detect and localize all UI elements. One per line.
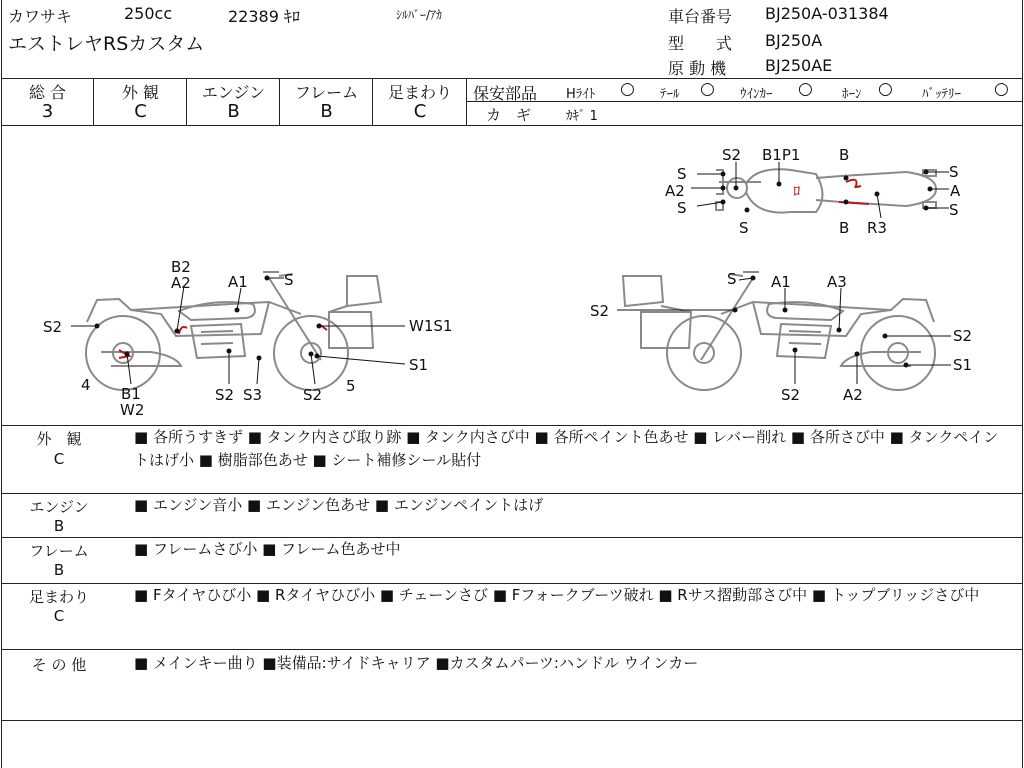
diag-label: S bbox=[949, 201, 959, 219]
diag-label: S bbox=[949, 163, 959, 181]
section-grade: C bbox=[53, 450, 65, 468]
grid-line bbox=[186, 78, 187, 125]
safety-mark-tail: ○ bbox=[700, 79, 715, 99]
diag-label: A2 bbox=[843, 386, 863, 404]
safety-mark-winker: ○ bbox=[798, 79, 813, 99]
grade-label-total: 総 合 bbox=[28, 83, 67, 102]
safety-label: 保安部品 bbox=[473, 84, 538, 103]
diag-label: S2 bbox=[722, 146, 742, 164]
diag-label: S bbox=[677, 165, 687, 183]
chassis-value: BJ250A-031384 bbox=[765, 4, 889, 23]
safety-mark-horn: ○ bbox=[878, 79, 893, 99]
safety-item-winker: ｳｲﾝｶｰ bbox=[740, 87, 773, 102]
section-text: ■ エンジン音小 ■ エンジン色あせ ■ エンジンペイントはげ bbox=[134, 496, 544, 514]
safety-mark-headlight: ○ bbox=[620, 79, 635, 99]
section-text: ■ メインキー曲り ■装備品:サイドキャリア ■カスタムパーツ:ハンドル ウインカー bbox=[134, 654, 699, 672]
svg-text:ﾛ: ﾛ bbox=[793, 182, 801, 200]
section-title: そ の 他 bbox=[31, 656, 87, 674]
section-text: ■ フレームさび小 ■ フレーム色あせ中 bbox=[134, 540, 401, 558]
section-title: 外 観 bbox=[36, 430, 82, 448]
diag-label: S2 bbox=[953, 327, 973, 345]
grid-line bbox=[1, 78, 1023, 79]
diag-label: A1 bbox=[771, 273, 791, 291]
diag-label: 4 bbox=[81, 376, 91, 394]
section-title: フレーム bbox=[29, 542, 89, 560]
diag-label: A2 bbox=[171, 274, 191, 292]
diag-label: B1 bbox=[121, 385, 141, 403]
diag-label: 5 bbox=[346, 377, 356, 395]
diag-label: A2 bbox=[665, 182, 685, 200]
diag-label: A3 bbox=[827, 273, 847, 291]
diag-label: B2 bbox=[171, 258, 191, 276]
diag-label: S bbox=[284, 271, 294, 289]
diag-label: S2 bbox=[781, 386, 801, 404]
mileage: 22389 ｷﾛ bbox=[228, 7, 300, 26]
diag-label: W2 bbox=[120, 401, 145, 419]
key-label: カ ギ bbox=[486, 106, 532, 124]
diag-label: S1 bbox=[953, 356, 973, 374]
grade-label-exterior: 外 観 bbox=[121, 83, 160, 102]
grid-line bbox=[1, 720, 1023, 721]
type-label: 型 式 bbox=[668, 34, 733, 53]
diag-label: S2 bbox=[590, 302, 610, 320]
diag-label: B bbox=[839, 219, 850, 237]
section-title: エンジン bbox=[29, 498, 89, 516]
type-value: BJ250A bbox=[765, 31, 823, 50]
safety-item-headlight: Hﾗｲﾄ bbox=[566, 87, 596, 102]
diag-label: S1 bbox=[409, 356, 429, 374]
damage-diagram bbox=[1, 126, 1023, 425]
diag-label: S3 bbox=[243, 386, 263, 404]
section-grade: C bbox=[53, 607, 65, 625]
safety-item-battery: ﾊﾞｯﾃﾘｰ bbox=[922, 87, 961, 102]
safety-item-horn: ﾎｰﾝ bbox=[842, 87, 862, 102]
safety-mark-battery: ○ bbox=[994, 79, 1009, 99]
section-grade: B bbox=[53, 517, 65, 535]
diag-label: A bbox=[950, 182, 961, 200]
diag-label: S2 bbox=[303, 386, 323, 404]
diag-label: A1 bbox=[228, 273, 248, 291]
engine-value: BJ250AE bbox=[765, 56, 833, 75]
section-text: ■ 各所うすきず ■ タンク内さび取り跡 ■ タンク内さび中 ■ 各所ペイント色あせ ■ レバー削れ ■ 各所さび中 ■ タンクペイントはげ小 ■ 樹脂部色あせ ■ シート補修シール貼付 bbox=[134, 428, 999, 469]
grid-line bbox=[466, 78, 467, 125]
diag-label: S bbox=[677, 199, 687, 217]
bike-top-view bbox=[691, 162, 949, 218]
grade-label-engine: エンジン bbox=[201, 83, 266, 102]
grid-line bbox=[372, 78, 373, 125]
section-grade: B bbox=[53, 561, 65, 579]
grade-label-suspension: 足まわり bbox=[387, 83, 452, 102]
section-text: ■ Fタイヤひび小 ■ Rタイヤひび小 ■ チェーンさび ■ Fフォークブーツ破れ ■ Rサス摺動部さび中 ■ トップブリッジさび中 bbox=[134, 586, 980, 604]
grade-label-frame: フレーム bbox=[294, 83, 359, 102]
displacement: 250cc bbox=[124, 4, 173, 23]
grade-value-engine: B bbox=[227, 101, 240, 122]
body-color: ｼﾙﾊﾞｰ/ｱｶ bbox=[396, 8, 443, 22]
diag-label: B1P1 bbox=[762, 146, 801, 164]
maker: カワサキ bbox=[8, 7, 73, 26]
model-name: エストレヤRSカスタム bbox=[8, 33, 205, 55]
diag-label: S2 bbox=[43, 318, 63, 336]
diag-label: S2 bbox=[215, 386, 235, 404]
safety-item-tail: ﾃｰﾙ bbox=[660, 87, 680, 102]
diag-label: S bbox=[739, 219, 749, 237]
diag-label: W1S1 bbox=[409, 317, 453, 335]
diag-label: R3 bbox=[867, 219, 887, 237]
engine-label: 原 動 機 bbox=[668, 59, 727, 78]
grade-value-exterior: C bbox=[134, 101, 147, 122]
diag-label: B bbox=[839, 146, 850, 164]
chassis-label: 車台番号 bbox=[668, 7, 733, 26]
grid-line bbox=[93, 78, 94, 125]
grade-value-frame: B bbox=[320, 101, 333, 122]
grade-value-suspension: C bbox=[413, 101, 427, 122]
grid-line bbox=[279, 78, 280, 125]
diag-label: S bbox=[727, 270, 737, 288]
grade-value-total: 3 bbox=[41, 101, 54, 122]
section-title: 足まわり bbox=[28, 588, 89, 606]
key-value: ｶｷﾞ 1 bbox=[566, 109, 598, 124]
grid-line bbox=[1, 649, 1023, 650]
